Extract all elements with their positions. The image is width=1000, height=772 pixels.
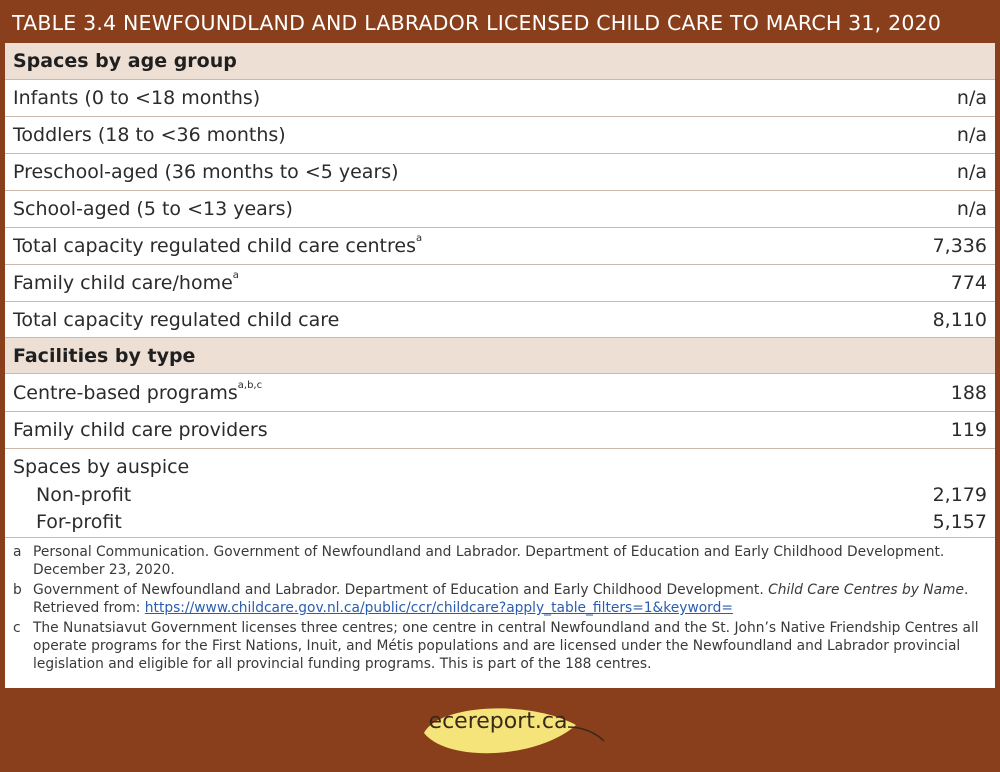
section-header-facilities: Facilities by type — [5, 338, 995, 374]
footnote-ref: a — [415, 233, 423, 244]
footnote-ref: a,b,c — [237, 379, 263, 391]
table-row — [5, 191, 995, 228]
footnote: a Personal Communication. Government of Newfoundland and Labrador. Department of Education and Early Childhood Development. December 23, 2020. — [13, 544, 945, 578]
table-row — [5, 481, 995, 508]
row-value: 8,110 — [932, 308, 987, 331]
row-value: n/a — [956, 161, 987, 183]
row-label: Family child care/home$^a$ — [13, 270, 239, 294]
row-value: 7,336 — [932, 235, 987, 257]
table-row — [5, 228, 995, 265]
section-header-spaces: Spaces by age group — [5, 43, 995, 80]
row-value: n/a — [956, 124, 987, 146]
row-value: n/a — [956, 198, 987, 220]
row-label: Infants (0 to <18 months) — [13, 87, 261, 109]
row-label: Centre-based programs$^{a,b,c}$ — [13, 379, 263, 404]
row-label: Family child care providers — [13, 419, 268, 441]
footnote-ref: a — [232, 270, 239, 281]
row-value: 2,179 — [932, 483, 987, 506]
row-label: School-aged (5 to <13 years) — [13, 198, 293, 220]
row-label: Preschool-aged (36 months to <5 years) — [13, 161, 399, 183]
row-value: 774 — [950, 272, 987, 294]
footnote: b Government of Newfoundland and Labrador. Department of Education and Early Childhood Development. Child Care Centres by Name. Retrieved from: https://www.childcare.gov.nl.ca/public/ccr/childcare?apply_table_filters=1&keyword= — [13, 582, 969, 616]
table-panel — [5, 43, 995, 688]
footnote: c The Nunatsiavut Government licenses three centres; one centre in central Newfoundland and the St. John’s Native Friendship Centres all operate programs for the First Nations, Inuit, and Métis populations and are licensed under the Newfoundland and Labrador provincial legislation and eligible for all provincial funding programs. This is part of the 188 centres. — [13, 620, 979, 672]
row-label: Non-profit — [36, 483, 132, 506]
table-title: TABLE 3.4 NEWFOUNDLAND AND LABRADOR LICENSED CHILD CARE TO MARCH 31, 2020 — [12, 11, 942, 35]
table-row — [5, 412, 995, 449]
table-row — [5, 302, 995, 338]
table-row — [5, 154, 995, 191]
auspice-header: Spaces by auspice — [13, 456, 190, 478]
table-row — [5, 374, 995, 412]
row-value: 188 — [950, 381, 987, 404]
table-row — [5, 508, 995, 535]
row-label: Total capacity regulated child care — [13, 308, 340, 331]
row-label: Toddlers (18 to <36 months) — [13, 124, 286, 146]
footnotes — [5, 537, 995, 675]
row-value: 5,157 — [932, 510, 987, 533]
row-label: Total capacity regulated child care centres$^a$ — [13, 233, 423, 257]
table-row — [5, 117, 995, 154]
source-link[interactable]: https://www.childcare.gov.nl.ca/public/ccr/childcare?apply_table_filters=1&keyword= — [144, 600, 733, 616]
row-value: 119 — [950, 419, 987, 441]
row-label: For-profit — [36, 510, 122, 533]
table-row — [5, 265, 995, 302]
row-value: n/a — [956, 87, 987, 109]
site-link[interactable]: ecereport.ca — [428, 709, 568, 734]
table-row — [5, 80, 995, 117]
